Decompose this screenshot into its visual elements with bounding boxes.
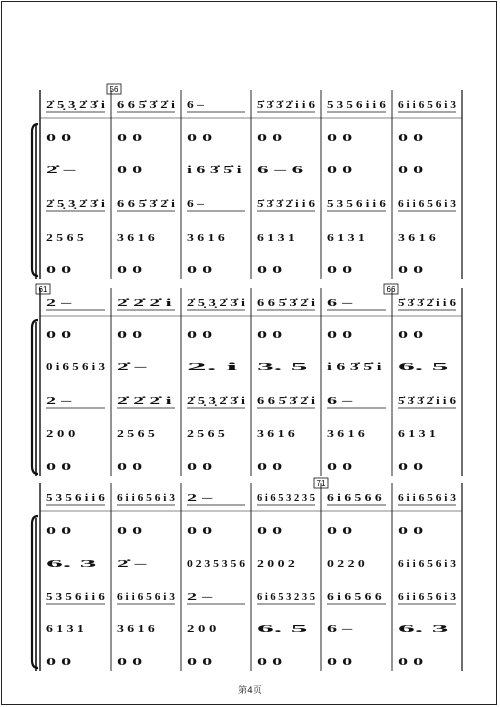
- measure-s3-r3-m5: 0 2 2 0: [327, 559, 365, 570]
- system-3-brace: [32, 516, 38, 668]
- measure-s2-r6-m4: 0 0: [257, 462, 283, 473]
- measure-s1-r4-m6: 6 i i 6 5 6 i 3: [398, 199, 456, 210]
- measure-s2-r2-m4: 0 0: [257, 330, 283, 341]
- measure-s1-r5-m5: 6 1 3 1: [327, 233, 365, 244]
- system-1-brace: [32, 124, 38, 276]
- measure-s1-r3-m6: 0 0: [398, 165, 424, 176]
- measure-s2-r6-m2: 0 0: [117, 462, 143, 473]
- measure-s2-r2-m3: 0 0: [187, 330, 213, 341]
- measure-s2-r3-m2: 2̇ –: [117, 362, 149, 373]
- measure-s1-r6-m3: 0 0: [187, 265, 213, 276]
- measure-s1-r2-m1: 0 0: [46, 133, 72, 144]
- measure-s1-r1-m6: 6 i i 6 5 6 i 3: [398, 100, 456, 111]
- measure-s3-r3-m1: 6. 3: [46, 559, 97, 570]
- measure-s2-r3-m3: 2. i: [187, 362, 238, 373]
- measure-s1-r1-m4: 5̇ 3̇ 3̇ 2̇ i i 6: [257, 100, 315, 111]
- measure-s2-r4-m4: 6 6 5̇ 3̇ 2̇ i: [257, 396, 316, 407]
- measure-s3-r5-m4: 6. 5: [257, 624, 308, 635]
- measure-s1-r6-m5: 0 0: [327, 265, 353, 276]
- measure-s2-r1-m3: 2̇ 5̣ 3̣ 2̇ 3̇ i: [187, 298, 246, 309]
- measure-s2-r3-m4: 3. 5: [257, 362, 308, 373]
- measure-s1-r5-m1: 2 5 6 5: [46, 233, 84, 244]
- measure-s2-r5-m5: 3 6 1 6: [327, 429, 365, 440]
- measure-s2-r6-m1: 0 0: [46, 462, 72, 473]
- measure-s3-r2-m1: 0 0: [46, 526, 72, 537]
- measure-s1-r5-m2: 3 6 1 6: [117, 233, 155, 244]
- measure-s3-r1-m6: 6 i i 6 5 6 i 3: [398, 493, 456, 504]
- measure-s2-r6-m5: 0 0: [327, 462, 353, 473]
- measure-s1-r1-m1: 2̇ 5̣ 3̣ 2̇ 3̇ i: [46, 100, 106, 111]
- measure-s2-r5-m1: 2 0 0: [46, 429, 76, 440]
- measure-s1-r4-m4: 5̇ 3̇ 3̇ 2̇ i i 6: [257, 199, 315, 210]
- measure-s1-r6-m4: 0 0: [257, 265, 283, 276]
- measure-s1-r4-m3: 6 –: [187, 199, 205, 210]
- measure-s3-r3-m6: 6 i i 6 5 6 i 3: [398, 559, 456, 570]
- measure-s3-r6-m2: 0 0: [117, 657, 143, 668]
- measure-s1-r5-m6: 3 6 1 6: [398, 233, 436, 244]
- measure-s1-r3-m2: 0 0: [117, 165, 143, 176]
- measure-s3-r2-m5: 0 0: [327, 526, 353, 537]
- measure-s3-r1-m5: 6 i 6 5 6 6: [327, 493, 382, 504]
- measure-s3-r5-m5: 6 –: [327, 624, 354, 635]
- measure-s3-r6-m3: 0 0: [187, 657, 213, 668]
- measure-s2-r3-m5: i 6 3̇ 5̇ i: [327, 362, 382, 373]
- measure-s3-r2-m2: 0 0: [117, 526, 143, 537]
- measure-s3-r1-m1: 5 3 5 6 i i 6: [46, 493, 105, 504]
- measure-s2-r4-m6: 5̇ 3̇ 3̇ 2̇ i i 6: [398, 396, 456, 407]
- rehearsal-mark-61: [36, 284, 50, 294]
- measure-s1-r1-m5: 5 3 5 6 i i 6: [327, 100, 386, 111]
- measure-s3-r1-m2: 6 i i 6 5 6 i 3: [117, 493, 175, 504]
- measure-s2-r1-m2: 2̇ 2̇ 2̇ i: [117, 298, 172, 309]
- page-number: 第4页: [238, 686, 262, 696]
- measure-s3-r5-m2: 3 6 1 6: [117, 624, 155, 635]
- measure-s2-r3-m6: 6. 5: [398, 362, 449, 373]
- measure-s1-r3-m4: 6 – 6: [257, 165, 304, 176]
- measure-s2-r1-m1: 2 –: [46, 298, 73, 309]
- rehearsal-mark-56-label: 56: [109, 85, 119, 94]
- system-3: [32, 478, 462, 671]
- measure-s3-r6-m4: 0 0: [257, 657, 283, 668]
- measure-s2-r6-m6: 0 0: [398, 462, 424, 473]
- system-2-brace: [32, 320, 38, 474]
- measure-s3-r5-m3: 2 0 0: [187, 624, 217, 635]
- measure-s2-r1-m6: 5̇ 3̇ 3̇ 2̇ i i 6: [398, 298, 456, 309]
- measure-s3-r6-m1: 0 0: [46, 657, 72, 668]
- measure-s2-r2-m6: 0 0: [398, 330, 424, 341]
- rehearsal-mark-66-label: 66: [386, 285, 396, 294]
- measure-s3-r4-m4: 6 i 6 5 3 2 3 5: [257, 592, 315, 603]
- measure-s1-r3-m1: 2̇ –: [46, 165, 78, 176]
- measure-s2-r4-m5: 6 –: [327, 396, 354, 407]
- measure-s3-r4-m3: 2 –: [187, 592, 214, 603]
- measure-s3-r2-m3: 0 0: [187, 526, 213, 537]
- measure-s1-r2-m6: 0 0: [398, 133, 424, 144]
- measure-s3-r1-m3: 2 –: [187, 493, 214, 504]
- measure-s1-r2-m2: 0 0: [117, 133, 143, 144]
- measure-s2-r5-m4: 3 6 1 6: [257, 429, 295, 440]
- measure-s1-r5-m4: 6 1 3 1: [257, 233, 295, 244]
- measure-s2-r3-m1: 0 i 6 5 6 i 3: [46, 362, 105, 373]
- measure-s1-r4-m2: 6 6 5̇ 3̇ 2̇ i: [117, 199, 176, 210]
- measure-s1-r2-m4: 0 0: [257, 133, 283, 144]
- measure-s3-r6-m6: 0 0: [398, 657, 424, 668]
- measure-s1-r4-m1: 2̇ 5̣ 3̣ 2̇ 3̇ i: [46, 199, 106, 210]
- measure-s3-r4-m2: 6 i i 6 5 6 i 3: [117, 592, 175, 603]
- measure-s3-r2-m6: 0 0: [398, 526, 424, 537]
- measure-s2-r5-m2: 2 5 6 5: [117, 429, 155, 440]
- measure-s3-r5-m1: 6 1 3 1: [46, 624, 84, 635]
- measure-s3-r2-m4: 0 0: [257, 526, 283, 537]
- rehearsal-mark-56: [107, 84, 121, 94]
- measure-s1-r2-m3: 0 0: [187, 133, 213, 144]
- measure-s3-r1-m4: 6 i 6 5 3 2 3 5: [257, 493, 315, 504]
- rehearsal-mark-61-label: 61: [38, 285, 48, 294]
- rehearsal-mark-71-label: 71: [316, 479, 326, 488]
- measure-s3-r4-m5: 6 i 6 5 6 6: [327, 592, 382, 603]
- measure-s3-r3-m3: 0 2 3 5 3 5 6: [187, 559, 245, 570]
- measure-s1-r6-m1: 0 0: [46, 265, 72, 276]
- measure-s1-r6-m6: 0 0: [398, 265, 424, 276]
- measure-s2-r2-m5: 0 0: [327, 330, 353, 341]
- measure-s2-r1-m4: 6 6 5̇ 3̇ 2̇ i: [257, 298, 316, 309]
- measure-s2-r4-m3: 2̇ 5̣ 3̣ 2̇ 3̇ i: [187, 396, 246, 407]
- measure-s2-r2-m2: 0 0: [117, 330, 143, 341]
- measure-s3-r3-m4: 2 0 0 2: [257, 559, 295, 570]
- measure-s1-r3-m3: i 6 3̇ 5̇ i: [187, 165, 242, 176]
- measure-s2-r5-m3: 2 5 6 5: [187, 429, 225, 440]
- measure-s2-r5-m6: 6 1 3 1: [398, 429, 436, 440]
- measure-s1-r6-m2: 0 0: [117, 265, 143, 276]
- measure-s3-r4-m6: 6 i i 6 5 6 i 3: [398, 592, 456, 603]
- measure-s3-r4-m1: 5 3 5 6 i i 6: [46, 592, 105, 603]
- measure-s2-r1-m5: 6 –: [327, 298, 354, 309]
- measure-s1-r3-m5: 0 0: [327, 165, 353, 176]
- measure-s2-r4-m1: 2 –: [46, 396, 73, 407]
- measure-s2-r2-m1: 0 0: [46, 330, 72, 341]
- system-2: [32, 284, 462, 476]
- measure-s3-r6-m5: 0 0: [327, 657, 353, 668]
- measure-s1-r2-m5: 0 0: [327, 133, 353, 144]
- measure-s1-r4-m5: 5 3 5 6 i i 6: [327, 199, 386, 210]
- measure-s1-r1-m3: 6 –: [187, 100, 205, 111]
- measure-s1-r1-m2: 6 6 5̇ 3̇ 2̇ i: [117, 100, 176, 111]
- system-1: [32, 84, 462, 279]
- measure-s2-r4-m2: 2̇ 2̇ 2̇ i: [117, 396, 172, 407]
- measure-s1-r5-m3: 3 6 1 6: [187, 233, 225, 244]
- measure-s2-r6-m3: 0 0: [187, 462, 213, 473]
- rehearsal-mark-66: [384, 284, 398, 294]
- measure-s3-r5-m6: 6. 3: [398, 624, 449, 635]
- measure-s3-r3-m2: 2̇ –: [117, 559, 149, 570]
